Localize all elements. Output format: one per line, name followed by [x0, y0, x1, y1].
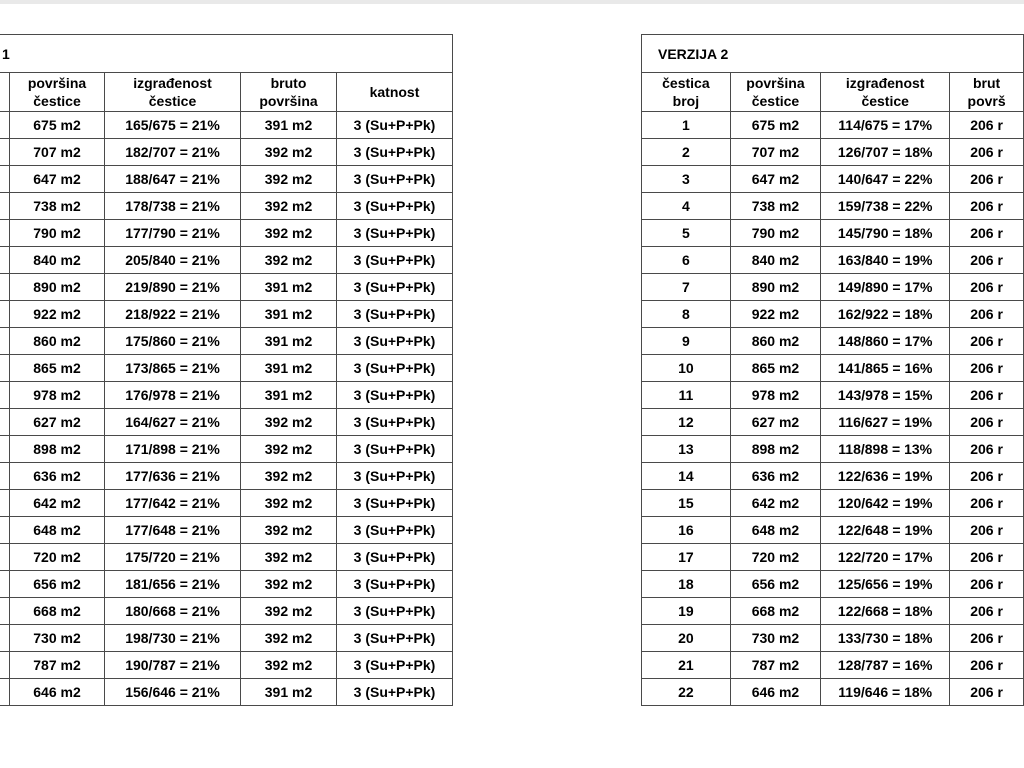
column-header-line-2: površina [259, 93, 318, 109]
table-cell: 3 (Su+P+Pk) [337, 544, 453, 571]
table-row [0, 247, 453, 274]
table-title-row [642, 35, 1024, 73]
table-cell: 642 m2 [10, 490, 105, 517]
column-header-line-1: čestica [662, 75, 710, 91]
table-cell: 122/668 = 18% [821, 598, 950, 625]
table-cell: 3 (Su+P+Pk) [337, 463, 453, 490]
column-header [730, 73, 820, 112]
table-cell: 206 r [950, 301, 1024, 328]
table-cell: 675 m2 [10, 112, 105, 139]
column-header [0, 73, 10, 112]
table-row [0, 409, 453, 436]
table-cell: 2 [642, 139, 731, 166]
table-row [0, 571, 453, 598]
table-cell: 860 m2 [10, 328, 105, 355]
column-header-line-2: čestice [148, 93, 197, 109]
table-cell: 173/865 = 21% [105, 355, 241, 382]
table-cell: 392 m2 [241, 517, 337, 544]
table-title: 1 [0, 35, 453, 73]
table-cell: 182/707 = 21% [105, 139, 241, 166]
table-cell: 15 [642, 490, 731, 517]
table-cell: 206 r [950, 220, 1024, 247]
table-cell: 206 r [950, 112, 1024, 139]
table-cell [0, 193, 10, 220]
table-cell: 188/647 = 21% [105, 166, 241, 193]
table-cell: 218/922 = 21% [105, 301, 241, 328]
table-cell: 790 m2 [10, 220, 105, 247]
table-cell: 17 [642, 544, 731, 571]
table-cell: 391 m2 [241, 382, 337, 409]
table-cell: 206 r [950, 436, 1024, 463]
table-row [642, 301, 1024, 328]
table-cell: 122/648 = 19% [821, 517, 950, 544]
table-cell: 392 m2 [241, 598, 337, 625]
table-cell: 391 m2 [241, 679, 337, 706]
table-row [0, 355, 453, 382]
table-cell: 3 (Su+P+Pk) [337, 220, 453, 247]
table-cell: 391 m2 [241, 112, 337, 139]
table-row [0, 625, 453, 652]
table-row [642, 544, 1024, 571]
table-row [642, 112, 1024, 139]
table-cell: 128/787 = 16% [821, 652, 950, 679]
table-cell: 738 m2 [730, 193, 820, 220]
table-cell: 3 (Su+P+Pk) [337, 193, 453, 220]
table-cell: 3 (Su+P+Pk) [337, 328, 453, 355]
table-cell: 206 r [950, 544, 1024, 571]
table-cell: 392 m2 [241, 436, 337, 463]
table-cell: 119/646 = 18% [821, 679, 950, 706]
table-cell: 890 m2 [730, 274, 820, 301]
table-row [0, 544, 453, 571]
table-cell: 3 (Su+P+Pk) [337, 517, 453, 544]
table-cell: 392 m2 [241, 490, 337, 517]
table-row [0, 436, 453, 463]
table-cell: 392 m2 [241, 409, 337, 436]
table-cell: 177/642 = 21% [105, 490, 241, 517]
table-row [642, 274, 1024, 301]
table-cell: 178/738 = 21% [105, 193, 241, 220]
table-cell: 648 m2 [10, 517, 105, 544]
column-header-line-1: površina [27, 75, 87, 91]
table-cell: 646 m2 [730, 679, 820, 706]
table-row [0, 166, 453, 193]
table-cell: 392 m2 [241, 625, 337, 652]
table-cell: 13 [642, 436, 731, 463]
table-cell [0, 679, 10, 706]
table-cell: 646 m2 [10, 679, 105, 706]
table-cell: 656 m2 [730, 571, 820, 598]
table-cell: 198/730 = 21% [105, 625, 241, 652]
table-cell: 21 [642, 652, 731, 679]
table-cell: 720 m2 [730, 544, 820, 571]
table-cell: 206 r [950, 571, 1024, 598]
table-cell: 6 [642, 247, 731, 274]
table-cell: 3 (Su+P+Pk) [337, 625, 453, 652]
table-cell: 206 r [950, 679, 1024, 706]
table-cell: 206 r [950, 652, 1024, 679]
table-cell [0, 274, 10, 301]
table-row [0, 139, 453, 166]
table-cell: 656 m2 [10, 571, 105, 598]
table-row [0, 517, 453, 544]
table-cell: 391 m2 [241, 328, 337, 355]
table-row [642, 571, 1024, 598]
table-cell: 3 [642, 166, 731, 193]
table-cell: 181/656 = 21% [105, 571, 241, 598]
table-cell: 175/720 = 21% [105, 544, 241, 571]
table-verzija-1 [0, 34, 453, 706]
table-cell: 3 (Su+P+Pk) [337, 274, 453, 301]
table-cell [0, 517, 10, 544]
table-cell [0, 652, 10, 679]
table-cell: 5 [642, 220, 731, 247]
table-cell: 206 r [950, 274, 1024, 301]
table-cell: 3 (Su+P+Pk) [337, 166, 453, 193]
table-cell: 730 m2 [10, 625, 105, 652]
table-title: VERZIJA 2 [642, 35, 1024, 73]
table-row [642, 409, 1024, 436]
table-cell [0, 544, 10, 571]
table-cell: 206 r [950, 328, 1024, 355]
table-cell: 19 [642, 598, 731, 625]
table-cell: 11 [642, 382, 731, 409]
table-cell: 707 m2 [10, 139, 105, 166]
column-header [241, 73, 337, 112]
table-cell: 205/840 = 21% [105, 247, 241, 274]
table-row [642, 490, 1024, 517]
table-row [642, 220, 1024, 247]
table-cell [0, 301, 10, 328]
table-cell: 206 r [950, 598, 1024, 625]
table-row [0, 220, 453, 247]
table-row [0, 679, 453, 706]
table-cell: 3 (Su+P+Pk) [337, 247, 453, 274]
table-cell [0, 625, 10, 652]
table-cell: 840 m2 [10, 247, 105, 274]
table-cell [0, 139, 10, 166]
table-cell: 12 [642, 409, 731, 436]
table-cell: 720 m2 [10, 544, 105, 571]
table-cell: 922 m2 [730, 301, 820, 328]
table-cell: 143/978 = 15% [821, 382, 950, 409]
table-cell: 978 m2 [10, 382, 105, 409]
table-cell: 636 m2 [10, 463, 105, 490]
column-header-line-1: izgrađenost [845, 75, 925, 91]
table-cell: 675 m2 [730, 112, 820, 139]
table-cell: 787 m2 [730, 652, 820, 679]
table-row [642, 382, 1024, 409]
table-cell: 392 m2 [241, 571, 337, 598]
table-cell: 9 [642, 328, 731, 355]
table-cell: 175/860 = 21% [105, 328, 241, 355]
table-row [0, 274, 453, 301]
table-row [642, 247, 1024, 274]
column-header-line-1: bruto [270, 75, 307, 91]
table-cell: 177/648 = 21% [105, 517, 241, 544]
table-cell: 738 m2 [10, 193, 105, 220]
table-cell: 922 m2 [10, 301, 105, 328]
table-cell: 392 m2 [241, 166, 337, 193]
table-cell [0, 112, 10, 139]
table-row [0, 301, 453, 328]
table-cell: 898 m2 [730, 436, 820, 463]
table-verzija-2 [641, 34, 1024, 706]
table-row [642, 193, 1024, 220]
table-cell [0, 463, 10, 490]
table-cell: 206 r [950, 139, 1024, 166]
table-row [0, 652, 453, 679]
table-cell [0, 571, 10, 598]
top-divider [0, 0, 1024, 4]
table-cell: 133/730 = 18% [821, 625, 950, 652]
table-cell: 159/738 = 22% [821, 193, 950, 220]
table-cell: 787 m2 [10, 652, 105, 679]
column-header-line-2: čestice [33, 93, 81, 109]
table-cell: 8 [642, 301, 731, 328]
table-cell: 730 m2 [730, 625, 820, 652]
column-header [105, 73, 241, 112]
table-cell: 392 m2 [241, 463, 337, 490]
table-cell: 206 r [950, 517, 1024, 544]
table-cell: 122/720 = 17% [821, 544, 950, 571]
table-cell: 4 [642, 193, 731, 220]
table-cell: 16 [642, 517, 731, 544]
table-cell: 20 [642, 625, 731, 652]
column-header-line-1: površina [746, 75, 805, 91]
table-cell: 206 r [950, 166, 1024, 193]
table-cell: 164/627 = 21% [105, 409, 241, 436]
column-header [950, 73, 1024, 112]
table-cell: 180/668 = 21% [105, 598, 241, 625]
table-cell: 140/647 = 22% [821, 166, 950, 193]
table-cell: 18 [642, 571, 731, 598]
table-cell: 3 (Su+P+Pk) [337, 490, 453, 517]
table-cell [0, 436, 10, 463]
column-header [337, 73, 453, 112]
table-cell: 162/922 = 18% [821, 301, 950, 328]
column-header-line-2: čestice [861, 93, 909, 109]
table-cell [0, 382, 10, 409]
table-cell: 3 (Su+P+Pk) [337, 598, 453, 625]
table-cell [0, 220, 10, 247]
table-cell: 219/890 = 21% [105, 274, 241, 301]
table-cell: 22 [642, 679, 731, 706]
table-cell: 3 (Su+P+Pk) [337, 436, 453, 463]
table-cell: 171/898 = 21% [105, 436, 241, 463]
table-cell: 391 m2 [241, 355, 337, 382]
table-row [642, 598, 1024, 625]
table-cell: 165/675 = 21% [105, 112, 241, 139]
column-header-line-1: izgrađenost [133, 75, 212, 91]
table-row [642, 625, 1024, 652]
table-cell: 14 [642, 463, 731, 490]
table-row [0, 463, 453, 490]
table-cell: 392 m2 [241, 652, 337, 679]
table-row [0, 112, 453, 139]
table-cell: 392 m2 [241, 247, 337, 274]
table-cell: 3 (Su+P+Pk) [337, 355, 453, 382]
table-cell: 3 (Su+P+Pk) [337, 382, 453, 409]
table-cell: 978 m2 [730, 382, 820, 409]
table-cell: 10 [642, 355, 731, 382]
table-cell: 890 m2 [10, 274, 105, 301]
table-cell: 627 m2 [730, 409, 820, 436]
table-cell: 3 (Su+P+Pk) [337, 139, 453, 166]
column-header-line-1: brut [972, 75, 1001, 91]
table-cell: 206 r [950, 409, 1024, 436]
table-cell: 120/642 = 19% [821, 490, 950, 517]
table-cell: 3 (Su+P+Pk) [337, 112, 453, 139]
column-header-line-2: čestice [751, 93, 800, 109]
table-cell: 3 (Su+P+Pk) [337, 301, 453, 328]
table-row [0, 193, 453, 220]
table-cell: 865 m2 [730, 355, 820, 382]
table-cell: 392 m2 [241, 544, 337, 571]
table-cell: 190/787 = 21% [105, 652, 241, 679]
table-row [642, 463, 1024, 490]
column-header [10, 73, 105, 112]
table-row [642, 328, 1024, 355]
table-cell [0, 490, 10, 517]
table-cell: 206 r [950, 193, 1024, 220]
column-header-line-1: katnost [369, 84, 420, 100]
table-cell: 206 r [950, 247, 1024, 274]
table-cell: 391 m2 [241, 274, 337, 301]
table-row [642, 355, 1024, 382]
table-header-row [0, 73, 453, 112]
table-cell: 707 m2 [730, 139, 820, 166]
table-cell: 627 m2 [10, 409, 105, 436]
column-header-line-2: površ [967, 93, 1006, 109]
table-cell: 391 m2 [241, 301, 337, 328]
column-header [821, 73, 950, 112]
table-cell: 206 r [950, 490, 1024, 517]
table-cell: 840 m2 [730, 247, 820, 274]
table-cell: 3 (Su+P+Pk) [337, 679, 453, 706]
column-header [642, 73, 731, 112]
table-cell: 392 m2 [241, 220, 337, 247]
table-cell: 636 m2 [730, 463, 820, 490]
table-row [642, 139, 1024, 166]
table-row [642, 436, 1024, 463]
table-cell: 116/627 = 19% [821, 409, 950, 436]
table-cell [0, 247, 10, 274]
table-cell: 206 r [950, 625, 1024, 652]
table-cell: 156/646 = 21% [105, 679, 241, 706]
table-cell: 647 m2 [730, 166, 820, 193]
table-cell: 668 m2 [730, 598, 820, 625]
table-cell [0, 355, 10, 382]
table-cell: 122/636 = 19% [821, 463, 950, 490]
table-row [642, 679, 1024, 706]
table-cell: 148/860 = 17% [821, 328, 950, 355]
table-row [642, 652, 1024, 679]
table-row [642, 166, 1024, 193]
table-cell: 648 m2 [730, 517, 820, 544]
table-cell: 392 m2 [241, 139, 337, 166]
table-row [0, 382, 453, 409]
table-cell: 163/840 = 19% [821, 247, 950, 274]
table-cell: 7 [642, 274, 731, 301]
table-cell: 206 r [950, 382, 1024, 409]
table-cell [0, 409, 10, 436]
table-cell: 392 m2 [241, 193, 337, 220]
table-cell: 1 [642, 112, 731, 139]
table-cell [0, 166, 10, 193]
table-cell: 176/978 = 21% [105, 382, 241, 409]
table-cell: 145/790 = 18% [821, 220, 950, 247]
table-cell: 206 r [950, 463, 1024, 490]
table-cell: 898 m2 [10, 436, 105, 463]
table-cell: 642 m2 [730, 490, 820, 517]
table-cell: 668 m2 [10, 598, 105, 625]
table-cell: 3 (Su+P+Pk) [337, 571, 453, 598]
table-cell: 865 m2 [10, 355, 105, 382]
table-cell: 206 r [950, 355, 1024, 382]
table-cell: 141/865 = 16% [821, 355, 950, 382]
column-header-line-2: broj [672, 93, 700, 109]
table-cell: 149/890 = 17% [821, 274, 950, 301]
table-row [0, 328, 453, 355]
table-cell: 647 m2 [10, 166, 105, 193]
table-header-row [642, 73, 1024, 112]
table-row [642, 517, 1024, 544]
table-cell: 790 m2 [730, 220, 820, 247]
table-cell [0, 328, 10, 355]
table-cell: 118/898 = 13% [821, 436, 950, 463]
table-cell: 125/656 = 19% [821, 571, 950, 598]
table-cell [0, 598, 10, 625]
table-cell: 126/707 = 18% [821, 139, 950, 166]
table-cell: 177/636 = 21% [105, 463, 241, 490]
table-cell: 114/675 = 17% [821, 112, 950, 139]
table-row [0, 598, 453, 625]
table-cell: 177/790 = 21% [105, 220, 241, 247]
table-title-row [0, 35, 453, 73]
table-row [0, 490, 453, 517]
table-cell: 860 m2 [730, 328, 820, 355]
table-cell: 3 (Su+P+Pk) [337, 652, 453, 679]
table-cell: 3 (Su+P+Pk) [337, 409, 453, 436]
